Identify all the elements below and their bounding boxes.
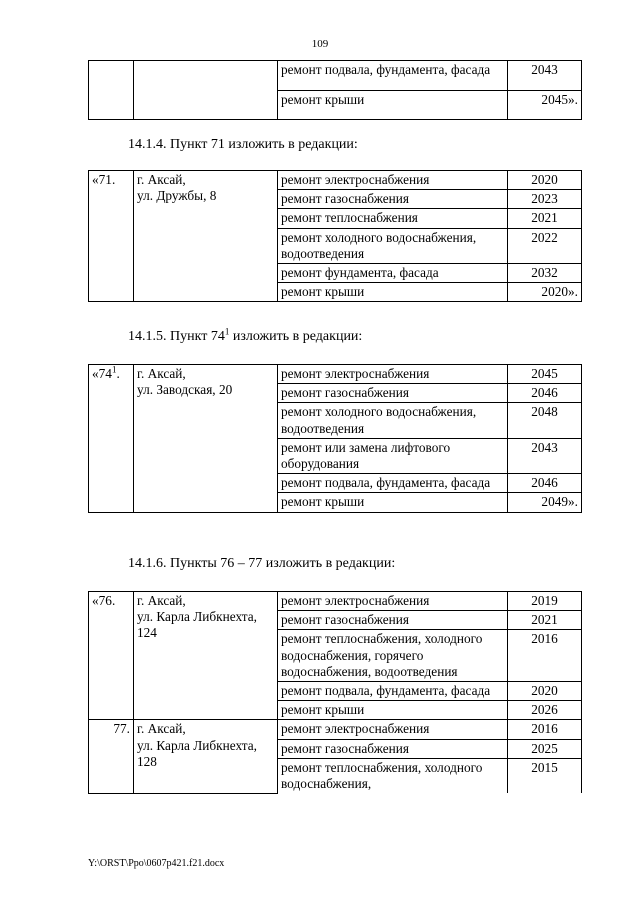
address-line: ул. Заводская, 20 — [137, 382, 233, 398]
file-path-footer: Y:\ORST\Ppo\0607p421.f21.docx — [88, 858, 225, 869]
item-number: «76. — [89, 592, 134, 720]
number-cell — [89, 61, 134, 120]
address-cell — [134, 61, 278, 120]
work-cell: ремонт крыши — [278, 493, 508, 512]
work-cell: ремонт подвала, фундамента, фасада — [278, 682, 508, 701]
address-line: ул. Дружбы, 8 — [137, 188, 217, 204]
year-cell: 2020». — [508, 283, 582, 302]
address-line: г. Аксай, — [137, 366, 186, 381]
address-line: ул. Карла Либкнехта, 124 — [137, 609, 257, 641]
address-cell — [134, 592, 278, 720]
table-item-74 — [88, 364, 582, 513]
work-cell: ремонт теплоснабжения, холодного водоснабжения, горячего водоснабжения, водоотведения — [278, 630, 508, 682]
year-cell: 2015 — [508, 758, 582, 793]
year-cell: 2045 — [508, 365, 582, 384]
continuation-table — [88, 60, 582, 120]
table-row — [89, 171, 582, 190]
year-cell: 2043 — [508, 61, 582, 91]
address-cell — [134, 171, 278, 302]
work-cell: ремонт газоснабжения — [278, 384, 508, 403]
year-cell: 2021 — [508, 611, 582, 630]
work-cell: ремонт электроснабжения — [278, 171, 508, 190]
year-cell: 2046 — [508, 474, 582, 493]
year-cell: 2043 — [508, 438, 582, 473]
work-cell: ремонт крыши — [278, 283, 508, 302]
table-items-76-77 — [88, 591, 582, 794]
work-cell: ремонт электроснабжения — [278, 365, 508, 384]
work-cell: ремонт электроснабжения — [278, 592, 508, 611]
work-cell: ремонт фундамента, фасада — [278, 264, 508, 283]
year-cell: 2020 — [508, 682, 582, 701]
address-line: г. Аксай, — [137, 721, 186, 737]
caption-items-76-77: 14.1.6. Пункты 76 – 77 изложить в редакции: — [128, 556, 396, 571]
work-cell: ремонт газоснабжения — [278, 611, 508, 630]
year-cell: 2020 — [508, 171, 582, 190]
address-cell — [134, 720, 278, 793]
table-row — [89, 592, 582, 611]
year-cell: 2048 — [508, 403, 582, 438]
address-line: г. Аксай, — [137, 593, 186, 608]
work-cell: ремонт холодного водоснабжения, водоотведения — [278, 228, 508, 263]
work-cell: ремонт подвала, фундамента, фасада — [278, 61, 508, 91]
table-row — [89, 61, 582, 91]
year-cell: 2045». — [508, 90, 582, 120]
year-cell: 2022 — [508, 228, 582, 263]
table-row — [89, 720, 582, 739]
address-line: ул. Карла Либкнехта, 128 — [137, 737, 257, 769]
work-cell: ремонт крыши — [278, 701, 508, 720]
year-cell: 2046 — [508, 384, 582, 403]
year-cell: 2026 — [508, 701, 582, 720]
item-number-suffix: . — [116, 366, 120, 381]
work-cell: ремонт электроснабжения — [278, 720, 508, 739]
page-number: 109 — [311, 38, 329, 50]
address-line: г. Аксай, — [137, 172, 186, 187]
work-cell: ремонт теплоснабжения — [278, 209, 508, 228]
table-item-71 — [88, 170, 582, 302]
year-cell: 2019 — [508, 592, 582, 611]
item-number-text: «74 — [92, 366, 112, 381]
work-cell: ремонт теплоснабжения, холодного водоснабжения, — [278, 758, 508, 793]
item-number: 77. — [89, 720, 134, 793]
work-cell: ремонт подвала, фундамента, фасада — [278, 474, 508, 493]
item-number: «71. — [89, 171, 134, 302]
year-cell: 2032 — [508, 264, 582, 283]
item-number-superscript: 1 — [111, 364, 117, 375]
work-cell: ремонт газоснабжения — [278, 739, 508, 758]
caption-item-74 — [128, 326, 363, 345]
item-number — [89, 365, 134, 513]
work-cell: ремонт или замена лифтового оборудования — [278, 438, 508, 473]
address-cell — [134, 365, 278, 513]
caption-item-71: 14.1.4. Пункт 71 изложить в редакции: — [128, 137, 358, 152]
year-cell: 2049». — [508, 493, 582, 512]
year-cell: 2021 — [508, 209, 582, 228]
year-cell: 2016 — [508, 630, 582, 682]
caption-text: изложить в редакции: — [229, 329, 363, 344]
work-cell: ремонт холодного водоснабжения, водоотведения — [278, 403, 508, 438]
caption-text: 14.1.5. Пункт 74 — [128, 329, 225, 344]
caption-superscript: 1 — [224, 326, 230, 337]
work-cell: ремонт газоснабжения — [278, 190, 508, 209]
year-cell: 2025 — [508, 739, 582, 758]
work-cell: ремонт крыши — [278, 90, 508, 120]
table-row — [89, 365, 582, 384]
year-cell: 2023 — [508, 190, 582, 209]
year-cell: 2016 — [508, 720, 582, 739]
